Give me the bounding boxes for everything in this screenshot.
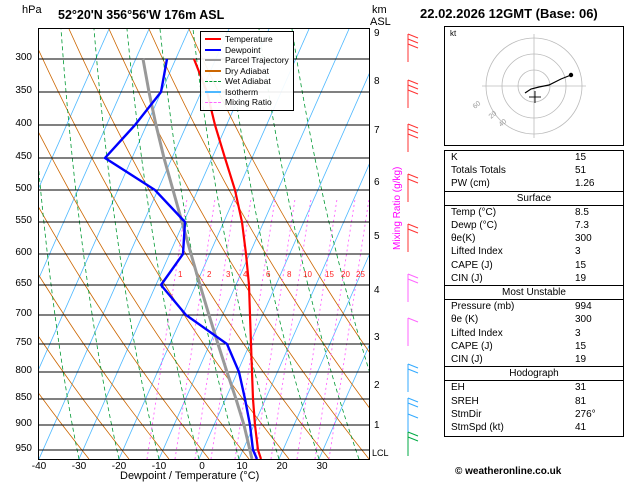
surface-value-cape: 15 bbox=[575, 259, 587, 271]
mix-value-20: 20 bbox=[341, 270, 350, 279]
hodograph-unit-label: kt bbox=[450, 29, 457, 38]
kmtick-8: 8 bbox=[374, 76, 380, 87]
surface-row-thetae bbox=[445, 232, 623, 245]
index-label-pw: PW (cm) bbox=[451, 178, 490, 190]
ytick-650: 650 bbox=[15, 278, 32, 289]
hodo-label-sreh: SREH bbox=[451, 395, 479, 407]
section-header-hodograph: Hodograph bbox=[445, 366, 623, 381]
hodograph-ring-label-20: 20 bbox=[487, 110, 499, 121]
surface-label-temp: Temp (°C) bbox=[451, 206, 497, 218]
mixing-ratio-lines bbox=[147, 199, 369, 459]
kmtick-6: 6 bbox=[374, 177, 380, 188]
mix-value-8: 8 bbox=[287, 270, 292, 279]
wind-barb-column bbox=[398, 28, 432, 458]
ytick-350: 350 bbox=[15, 85, 32, 96]
kmtick-5: 5 bbox=[374, 231, 380, 242]
lcl-label: LCL bbox=[372, 448, 389, 458]
unstable-value-thetae: 300 bbox=[575, 314, 592, 326]
ytick-550: 550 bbox=[15, 215, 32, 226]
wind-barb-svg bbox=[398, 28, 432, 458]
mix-value-10: 10 bbox=[303, 270, 312, 279]
xtick-0: 0 bbox=[199, 461, 205, 472]
unstable-row-thetae bbox=[445, 313, 623, 326]
unstable-value-cin: 19 bbox=[575, 354, 587, 366]
unstable-row-pressure bbox=[445, 300, 623, 313]
hodo-value-sreh: 81 bbox=[575, 395, 587, 407]
indices-table bbox=[444, 150, 624, 437]
copyright-credit: © weatheronline.co.uk bbox=[455, 466, 562, 477]
section-header-surface: Surface bbox=[445, 191, 623, 206]
ytick-850: 850 bbox=[15, 392, 32, 403]
surface-row-temp bbox=[445, 206, 623, 219]
xtick--40: -40 bbox=[31, 461, 47, 472]
legend-label-dewpoint: Dewpoint bbox=[225, 44, 261, 55]
hodo-row-eh bbox=[445, 381, 623, 394]
xtick--20: -20 bbox=[111, 461, 127, 472]
unstable-label-pressure: Pressure (mb) bbox=[451, 301, 515, 313]
ytick-750: 750 bbox=[15, 337, 32, 348]
index-value-pw: 1.26 bbox=[575, 178, 595, 190]
mix-value-4: 4 bbox=[243, 270, 248, 279]
legend-item-temperature bbox=[205, 34, 289, 45]
mix-value-6: 6 bbox=[266, 270, 271, 279]
index-value-totals: 51 bbox=[575, 165, 587, 177]
ytick-500: 500 bbox=[15, 183, 32, 194]
unstable-row-li bbox=[445, 327, 623, 340]
surface-label-dewp: Dewp (°C) bbox=[451, 220, 498, 232]
hodo-value-stmspd: 41 bbox=[575, 422, 587, 434]
unstable-value-pressure: 994 bbox=[575, 301, 592, 313]
index-label-totals: Totals Totals bbox=[451, 165, 506, 177]
ytick-700: 700 bbox=[15, 308, 32, 319]
asl-label: ASL bbox=[370, 16, 391, 28]
legend-swatch-temperature bbox=[205, 38, 221, 40]
surface-value-dewp: 7.3 bbox=[575, 220, 589, 232]
index-row-totals bbox=[445, 164, 623, 177]
ytick-800: 800 bbox=[15, 365, 32, 376]
surface-label-li: Lifted Index bbox=[451, 246, 503, 258]
hodograph-ring-label-40: 40 bbox=[497, 118, 509, 129]
kmtick-2: 2 bbox=[374, 380, 380, 391]
ytick-950: 950 bbox=[15, 443, 32, 454]
unstable-label-thetae: θe (K) bbox=[451, 314, 479, 326]
legend-swatch-wet-adiabat bbox=[205, 81, 221, 82]
legend-item-mixing-ratio bbox=[205, 97, 289, 108]
surface-value-li: 3 bbox=[575, 246, 581, 258]
hodo-row-stmspd bbox=[445, 421, 623, 436]
hodograph-ring-label-60: 60 bbox=[471, 100, 483, 111]
surface-row-li bbox=[445, 245, 623, 258]
unstable-value-cape: 15 bbox=[575, 340, 587, 352]
legend-swatch-dry-adiabat bbox=[205, 70, 221, 72]
hodograph-endpoint bbox=[569, 73, 573, 77]
surface-row-cin bbox=[445, 272, 623, 285]
mix-value-2: 2 bbox=[207, 270, 212, 279]
mix-value-25: 25 bbox=[356, 270, 365, 279]
legend-swatch-isotherm bbox=[205, 91, 221, 93]
surface-value-temp: 8.5 bbox=[575, 206, 589, 218]
legend-label-mixing-ratio: Mixing Ratio bbox=[225, 97, 272, 107]
unstable-row-cape bbox=[445, 340, 623, 353]
chart-legend bbox=[200, 31, 294, 111]
isobar-lines bbox=[39, 59, 369, 450]
legend-swatch-parcel bbox=[205, 59, 221, 61]
surface-value-thetae: 300 bbox=[575, 233, 592, 245]
legend-item-isotherm bbox=[205, 87, 289, 98]
legend-swatch-dewpoint bbox=[205, 49, 221, 51]
xtick--10: -10 bbox=[151, 461, 167, 472]
surface-row-dewp bbox=[445, 219, 623, 232]
x-axis-title: Dewpoint / Temperature (°C) bbox=[120, 470, 260, 482]
surface-label-cape: CAPE (J) bbox=[451, 259, 493, 271]
index-row-pw bbox=[445, 177, 623, 190]
forecast-date-title: 22.02.2026 12GMT (Base: 06) bbox=[420, 6, 598, 21]
ytick-900: 900 bbox=[15, 418, 32, 429]
index-label-k: K bbox=[451, 152, 458, 163]
unstable-label-cape: CAPE (J) bbox=[451, 340, 493, 352]
legend-label-temperature: Temperature bbox=[225, 34, 273, 44]
pressure-unit-label: hPa bbox=[22, 4, 42, 16]
legend-item-dewpoint bbox=[205, 45, 289, 56]
hodo-value-eh: 31 bbox=[575, 382, 587, 394]
kmtick-9: 9 bbox=[374, 28, 380, 39]
surface-value-cin: 19 bbox=[575, 272, 587, 284]
kmtick-7: 7 bbox=[374, 125, 380, 136]
unstable-label-li: Lifted Index bbox=[451, 327, 503, 339]
legend-item-parcel bbox=[205, 55, 289, 66]
unstable-row-cin bbox=[445, 353, 623, 366]
hodo-label-stmdir: StmDir bbox=[451, 408, 482, 420]
ytick-450: 450 bbox=[15, 151, 32, 162]
unstable-value-li: 3 bbox=[575, 327, 581, 339]
legend-item-dry-adiabat bbox=[205, 66, 289, 77]
hodo-row-stmdir bbox=[445, 408, 623, 421]
mix-value-3: 3 bbox=[226, 270, 231, 279]
mix-value-1: 1 bbox=[178, 270, 183, 279]
station-title: 52°20'N 356°56'W 176m ASL bbox=[58, 8, 225, 22]
kmtick-4: 4 bbox=[374, 285, 380, 296]
hodograph-svg bbox=[445, 27, 623, 145]
hodograph-panel bbox=[444, 26, 624, 146]
kmtick-3: 3 bbox=[374, 332, 380, 343]
legend-label-wet-adiabat: Wet Adiabat bbox=[225, 76, 271, 86]
legend-label-isotherm: Isotherm bbox=[225, 86, 259, 97]
hodo-row-sreh bbox=[445, 395, 623, 408]
mixing-ratio-axis-label: Mixing Ratio (g/kg) bbox=[392, 166, 403, 250]
mix-value-15: 15 bbox=[325, 270, 334, 279]
hodo-value-stmdir: 276° bbox=[575, 408, 596, 420]
xtick--30: -30 bbox=[71, 461, 87, 472]
legend-label-dry-adiabat: Dry Adiabat bbox=[225, 65, 269, 76]
surface-row-cape bbox=[445, 259, 623, 272]
ytick-400: 400 bbox=[15, 118, 32, 129]
hodo-label-stmspd: StmSpd (kt) bbox=[451, 422, 504, 434]
section-header-most-unstable: Most Unstable bbox=[445, 285, 623, 300]
index-row-k bbox=[445, 151, 623, 164]
surface-label-thetae: θe(K) bbox=[451, 233, 476, 245]
ytick-600: 600 bbox=[15, 247, 32, 258]
hodo-label-eh: EH bbox=[451, 382, 465, 394]
surface-label-cin: CIN (J) bbox=[451, 272, 483, 284]
index-value-k: 15 bbox=[575, 152, 587, 163]
ytick-300: 300 bbox=[15, 52, 32, 63]
xtick-30: 30 bbox=[316, 461, 328, 472]
legend-label-parcel: Parcel Trajectory bbox=[225, 55, 289, 65]
xtick-20: 20 bbox=[276, 461, 288, 472]
xtick-10: 10 bbox=[236, 461, 248, 472]
legend-item-wet-adiabat bbox=[205, 76, 289, 87]
kmtick-1: 1 bbox=[374, 420, 380, 431]
unstable-label-cin: CIN (J) bbox=[451, 354, 483, 366]
km-unit-label: km bbox=[372, 4, 387, 16]
legend-swatch-mixing-ratio bbox=[205, 102, 221, 103]
